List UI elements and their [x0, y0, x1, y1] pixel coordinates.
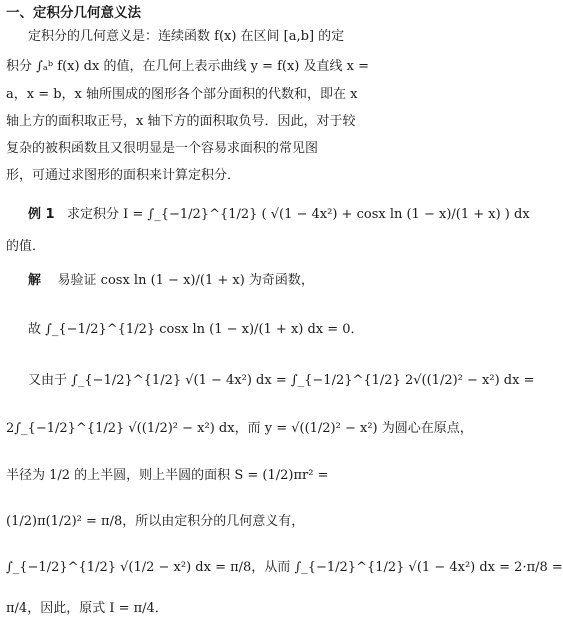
body-line-1: 定积分的几何意义是：连续函数 f(x) 在区间 [a,b] 的定: [28, 29, 345, 44]
solution-line-6: (1/2)π(1/2)² = π/8，所以由定积分的几何意义有，: [6, 514, 305, 529]
body-line-4: 轴上方的面积取正号，x 轴下方的面积取负号．因此，对于较: [6, 114, 356, 129]
solution-line-4: 2∫_{−1/2}^{1/2} √((1/2)² − x²) dx，而 y = √((1/2)² − x²) 为圆心在原点，: [6, 421, 473, 436]
example-line: [6, 206, 530, 224]
example-tail: 的值．: [6, 239, 46, 254]
solution-line-5: 半径为 1/2 的上半圆，则上半圆的面积 S = (1/2)πr² =: [6, 468, 329, 483]
solution-line-8: π/4，因此，原式 I = π/4．: [6, 601, 168, 616]
section-title: 一、定积分几何意义法: [6, 5, 141, 21]
example-prompt: 求定积分: [66, 207, 119, 222]
solution-label: 解: [28, 273, 42, 288]
solution-line-3: 又由于 ∫_{−1/2}^{1/2} √(1 − 4x²) dx = ∫_{−1/2}^{1/2} 2√((1/2)² − x²) dx =: [28, 373, 535, 388]
solution-text-1: 易验证 cosx ln (1 − x)/(1 + x) 为奇函数，: [57, 273, 314, 288]
body-line-5: 复杂的被积函数且又很明显是一个容易求面积的常见图: [6, 141, 319, 156]
solution-line-7: ∫_{−1/2}^{1/2} √(1/2 − x²) dx = π/8，从而 ∫_{−1/2}^{1/2} √(1 − 4x²) dx = 2·π/8 =: [6, 560, 563, 575]
solution-line-2: 故 ∫_{−1/2}^{1/2} cosx ln (1 − x)/(1 + x) dx = 0．: [28, 322, 364, 337]
body-line-2: 积分 ∫ₐᵇ f(x) dx 的值，在几何上表示曲线 y = f(x) 及直线 x =: [6, 59, 369, 74]
example-formula: I = ∫_{−1/2}^{1/2} ( √(1 − 4x²) + cosx ln (1 − x)/(1 + x) ) dx: [123, 207, 530, 222]
body-line-6: 形，可通过求图形的面积来计算定积分．: [6, 168, 241, 183]
body-line-3: a，x = b，x 轴所围成的图形各个部分面积的代数和，即在 x: [6, 87, 358, 102]
solution-line-1: [6, 272, 394, 290]
example-label: 例 1: [28, 207, 55, 222]
